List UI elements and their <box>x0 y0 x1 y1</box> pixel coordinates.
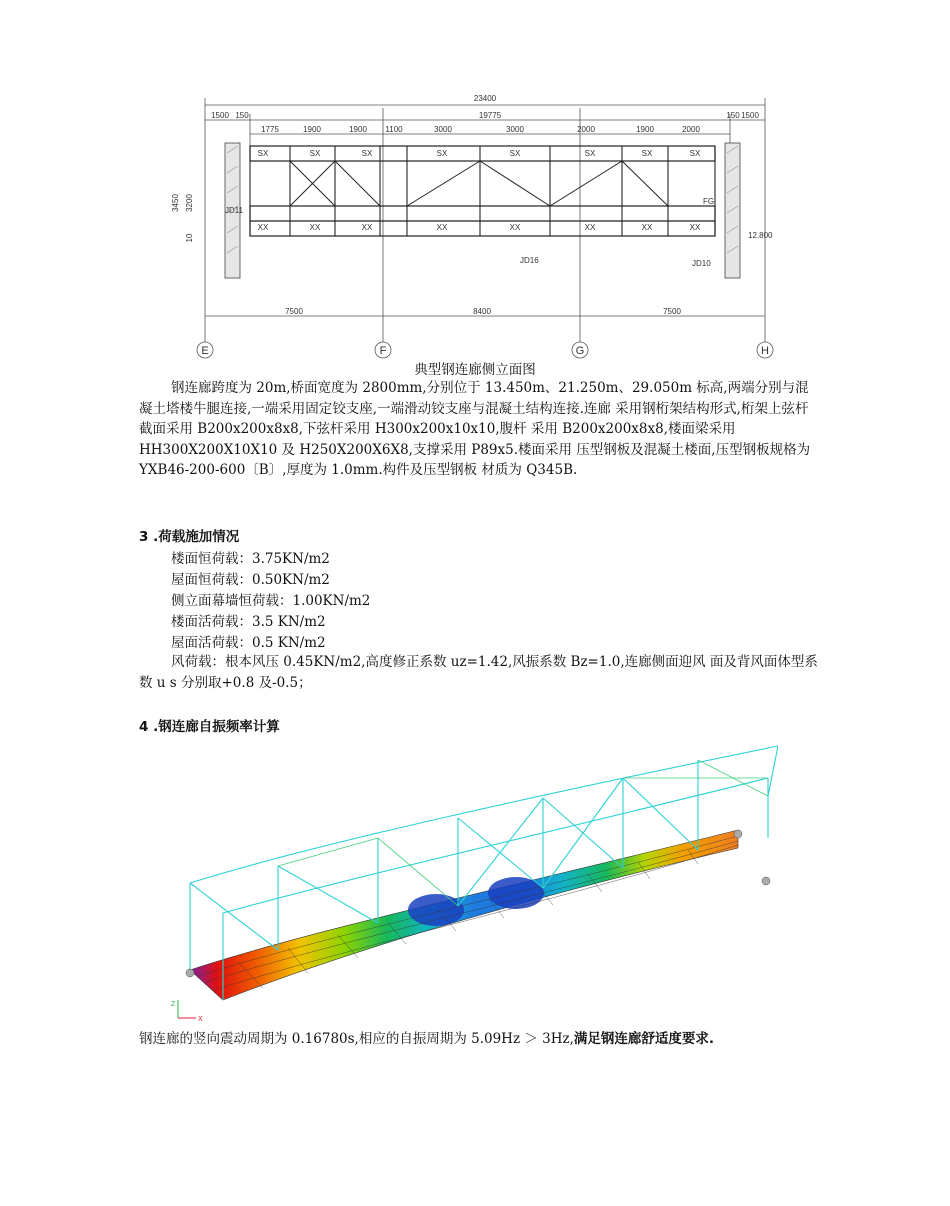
load-item: 楼面活荷载：3.5 KN/m2 <box>171 614 326 630</box>
elevation-label: 12.800 <box>748 231 773 240</box>
bay-dim: 1775 <box>261 125 279 134</box>
axis-z-label: Z <box>171 1001 176 1008</box>
dim-top-4: 150 <box>726 111 740 120</box>
dim-top-2: 150 <box>235 111 249 120</box>
axis-triad <box>171 1000 203 1023</box>
tag-jd16: JD16 <box>520 256 539 265</box>
height-dim: 10 <box>185 233 194 243</box>
axis-h: H <box>761 345 769 357</box>
figure-caption: 典型钢连廊侧立面图 <box>414 362 536 378</box>
bay-dim: 1900 <box>303 125 321 134</box>
height-dim: 3450 <box>171 194 180 212</box>
sx-label: SX <box>641 149 653 158</box>
sx-label: SX <box>257 149 269 158</box>
bay-dim: 2000 <box>577 125 595 134</box>
bay-dim: 3000 <box>506 125 524 134</box>
dim-top-3: 19775 <box>478 111 502 120</box>
xx-label: XX <box>689 223 701 232</box>
xx-label: XX <box>257 223 269 232</box>
section-3-heading: 3 .荷载施加情况 <box>139 529 240 545</box>
load-item: 侧立面幕墙恒荷载：1.00KN/m2 <box>171 593 371 609</box>
axis-g: G <box>575 345 585 357</box>
load-item: 屋面恒荷载：0.50KN/m2 <box>171 572 330 588</box>
truss-elevation-drawing <box>170 88 780 363</box>
bay-dim: 3000 <box>434 125 452 134</box>
height-dim: 3200 <box>185 194 194 212</box>
bay-dim: 1900 <box>349 125 367 134</box>
dim-top-1: 1500 <box>211 111 229 120</box>
conclusion-paragraph <box>139 1029 819 1050</box>
dim-top-5: 1500 <box>741 111 759 120</box>
conclusion-text: 钢连廊的竖向震动周期为 0.16780s,相应的自振周期为 5.09Hz ＞ 3Hz, <box>139 1031 574 1047</box>
wind-load-paragraph: 风荷载：根本风压 0.45KN/m2,高度修正系数 uz=1.42,风振系数 Bz=1.0,连廊侧面迎风 面及背风面体型系数 u s 分别取+0.8 及-0.5； <box>139 654 818 691</box>
sx-label: SX <box>584 149 596 158</box>
bay-dim: 1900 <box>636 125 654 134</box>
sx-label: SX <box>309 149 321 158</box>
axis-f: F <box>379 345 387 357</box>
xx-label: XX <box>641 223 653 232</box>
bay-dim: 1100 <box>385 125 403 134</box>
axis-x-label: X <box>198 1016 203 1023</box>
tag-jd11: JD11 <box>225 206 244 215</box>
dim-total: 23400 <box>473 94 497 103</box>
sx-label: SX <box>509 149 521 158</box>
xx-label: XX <box>509 223 521 232</box>
bottom-dim: 8400 <box>473 307 491 316</box>
xx-label: XX <box>436 223 448 232</box>
vibration-mode-figure <box>168 738 778 1028</box>
tag-fg: FG <box>703 197 715 206</box>
section-4-heading: 4 .钢连廊自振频率计算 <box>139 719 280 735</box>
tag-jd10: JD10 <box>692 259 711 268</box>
bay-dim: 2000 <box>682 125 700 134</box>
load-item: 屋面活荷载：0.5 KN/m2 <box>171 635 326 651</box>
conclusion-bold: 满足钢连廊舒适度要求. <box>573 1031 715 1047</box>
load-item: 楼面恒荷载：3.75KN/m2 <box>171 551 330 567</box>
sx-label: SX <box>361 149 373 158</box>
intro-paragraph: 钢连廊跨度为 20m,桥面宽度为 2800mm,分别位于 13.450m、21.250m、29.050m 标高,两端分别与混凝土塔楼牛腿连接,一端采用固定铰支座,一端滑动铰支座与混凝土结构连接.连廊 采用钢桁架结构形式,桁架上弦杆截面采用 B200x200x8x8,下弦杆采用 H300x200x10x10,腹杆 采用 B200x200x8x8,楼面梁采用 HH300X200X10X10 及 H250X200X6X8,支撑采用 P89x5.楼面采用 压型钢板及混凝土楼面,压型钢板规格为 YXB46-200-600〔B〕,厚度为 1.0mm.构件及压型钢板 材质为 Q345B. <box>139 380 811 478</box>
xx-label: XX <box>309 223 321 232</box>
axis-e: E <box>201 345 209 357</box>
sx-label: SX <box>436 149 448 158</box>
bottom-dim: 7500 <box>285 307 303 316</box>
xx-label: XX <box>361 223 373 232</box>
sx-label: SX <box>689 149 701 158</box>
xx-label: XX <box>584 223 596 232</box>
bottom-dim: 7500 <box>663 307 681 316</box>
